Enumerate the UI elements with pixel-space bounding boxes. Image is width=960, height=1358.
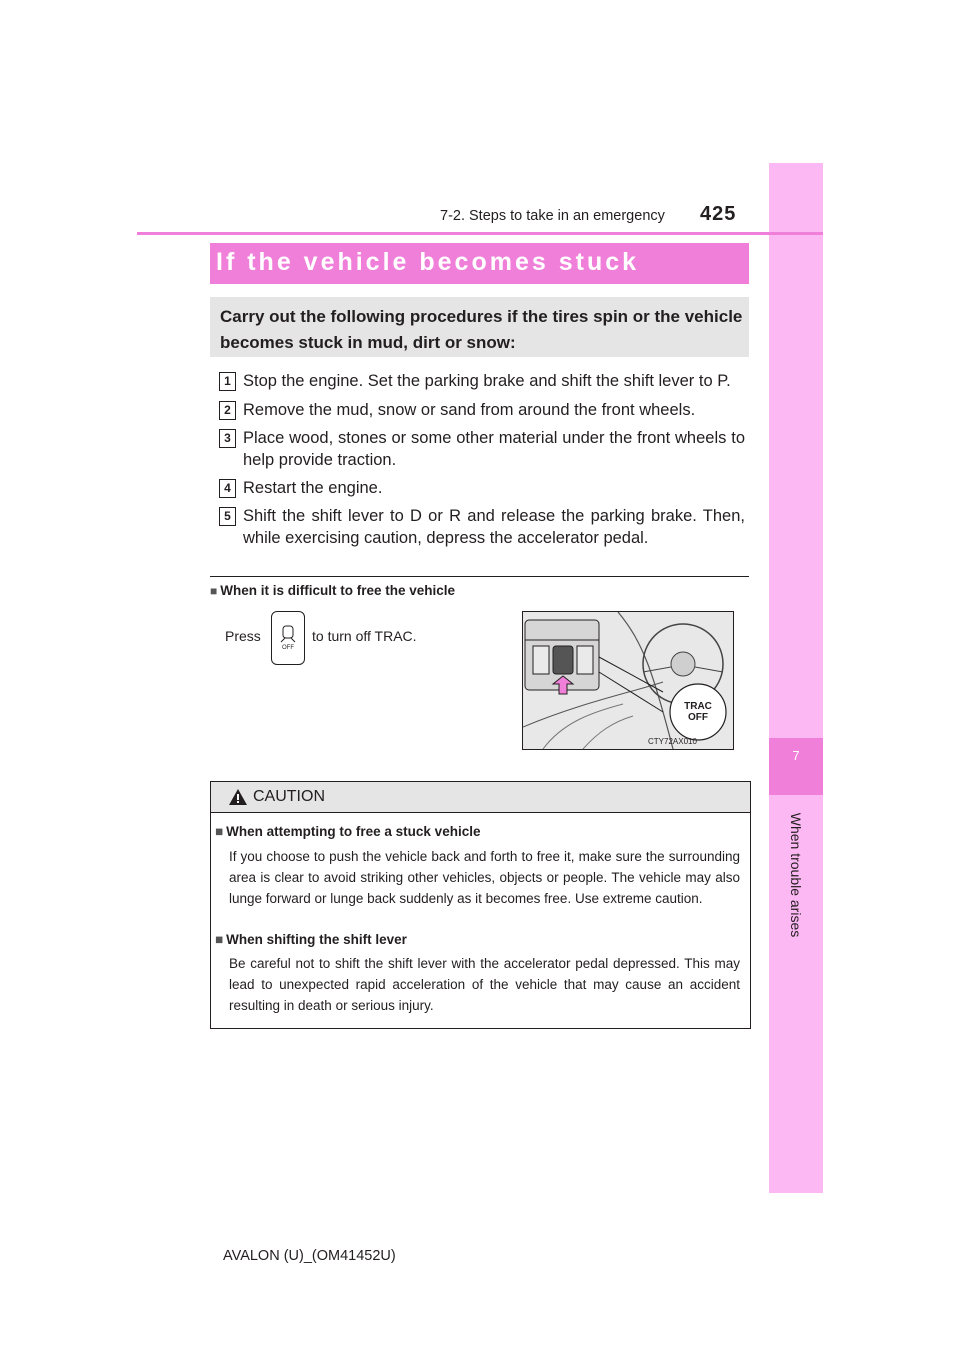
intro-box: [210, 297, 749, 357]
warning-triangle-icon: [228, 788, 248, 806]
press-instruction: to turn off TRAC.: [312, 628, 417, 644]
header-rule: [137, 232, 823, 235]
chapter-side-strip: [769, 163, 823, 1193]
square-bullet-icon: ■: [215, 824, 224, 839]
callout-label-trac: TRAC: [684, 701, 712, 712]
step-text: Shift the shift lever to D or R and release the parking brake. Then, while exercising caution, depress the accelerator pedal.: [243, 507, 745, 547]
caution-item-text: Be careful not to shift the shift lever with the accelerator pedal depressed. This may lead to unexpected rapid acceleration of the vehicle that may cause an accident resulting in death or serious injury.: [229, 956, 740, 1013]
illustration-code: CTY72AX010: [648, 737, 697, 746]
section-divider: [210, 576, 749, 577]
chapter-number-tab: [769, 738, 823, 795]
section-header: 7-2. Steps to take in an emergency: [440, 208, 665, 224]
subsection-heading: ■ When it is difficult to free the vehicle: [210, 583, 456, 598]
page-number: 425: [700, 203, 737, 225]
caution-item-heading: ■ When attempting to free a stuck vehicle: [215, 824, 481, 839]
step-text: Restart the engine.: [243, 479, 383, 497]
trac-off-switch-icon: [271, 611, 305, 665]
square-bullet-icon: ■: [215, 932, 224, 947]
step-number-badge: 3: [219, 429, 236, 448]
step-number-badge: 1: [219, 372, 236, 391]
step-text: Place wood, stones or some other material under the front wheels to help provide traction.: [243, 429, 745, 469]
page-title: If the vehicle becomes stuck: [216, 248, 640, 276]
chapter-number: 7: [792, 748, 800, 763]
step-number-badge: 2: [219, 401, 236, 420]
step-text: Remove the mud, snow or sand from around the front wheels.: [243, 401, 696, 419]
svg-text:OFF: OFF: [282, 645, 294, 651]
step-number-badge: 4: [219, 479, 236, 498]
trac-off-illustration: [522, 611, 734, 750]
caution-item-text: If you choose to push the vehicle back and forth to free it, make sure the surrounding area is clear to avoid striking other vehicles, objects or people. The vehicle may also lunge forward or lunge back suddenly as it becomes free. Use extreme caution.: [229, 849, 740, 906]
intro-text: Carry out the following procedures if the tires spin or the vehicle becomes stuck in mud, dirt or snow:: [220, 307, 743, 352]
step-number-badge: 5: [219, 507, 236, 526]
callout-label-off: OFF: [688, 712, 708, 723]
chapter-title-vertical: When trouble arises: [788, 812, 804, 938]
press-label: Press: [225, 628, 261, 644]
square-bullet-icon: ■: [210, 584, 218, 598]
page-title-bar: [210, 243, 749, 284]
caution-title: CAUTION: [253, 788, 325, 805]
footer-model: AVALON (U)_(OM41452U): [223, 1248, 396, 1264]
caution-item-heading: ■ When shifting the shift lever: [215, 932, 407, 947]
step-text: Stop the engine. Set the parking brake and shift the shift lever to P.: [243, 372, 731, 390]
